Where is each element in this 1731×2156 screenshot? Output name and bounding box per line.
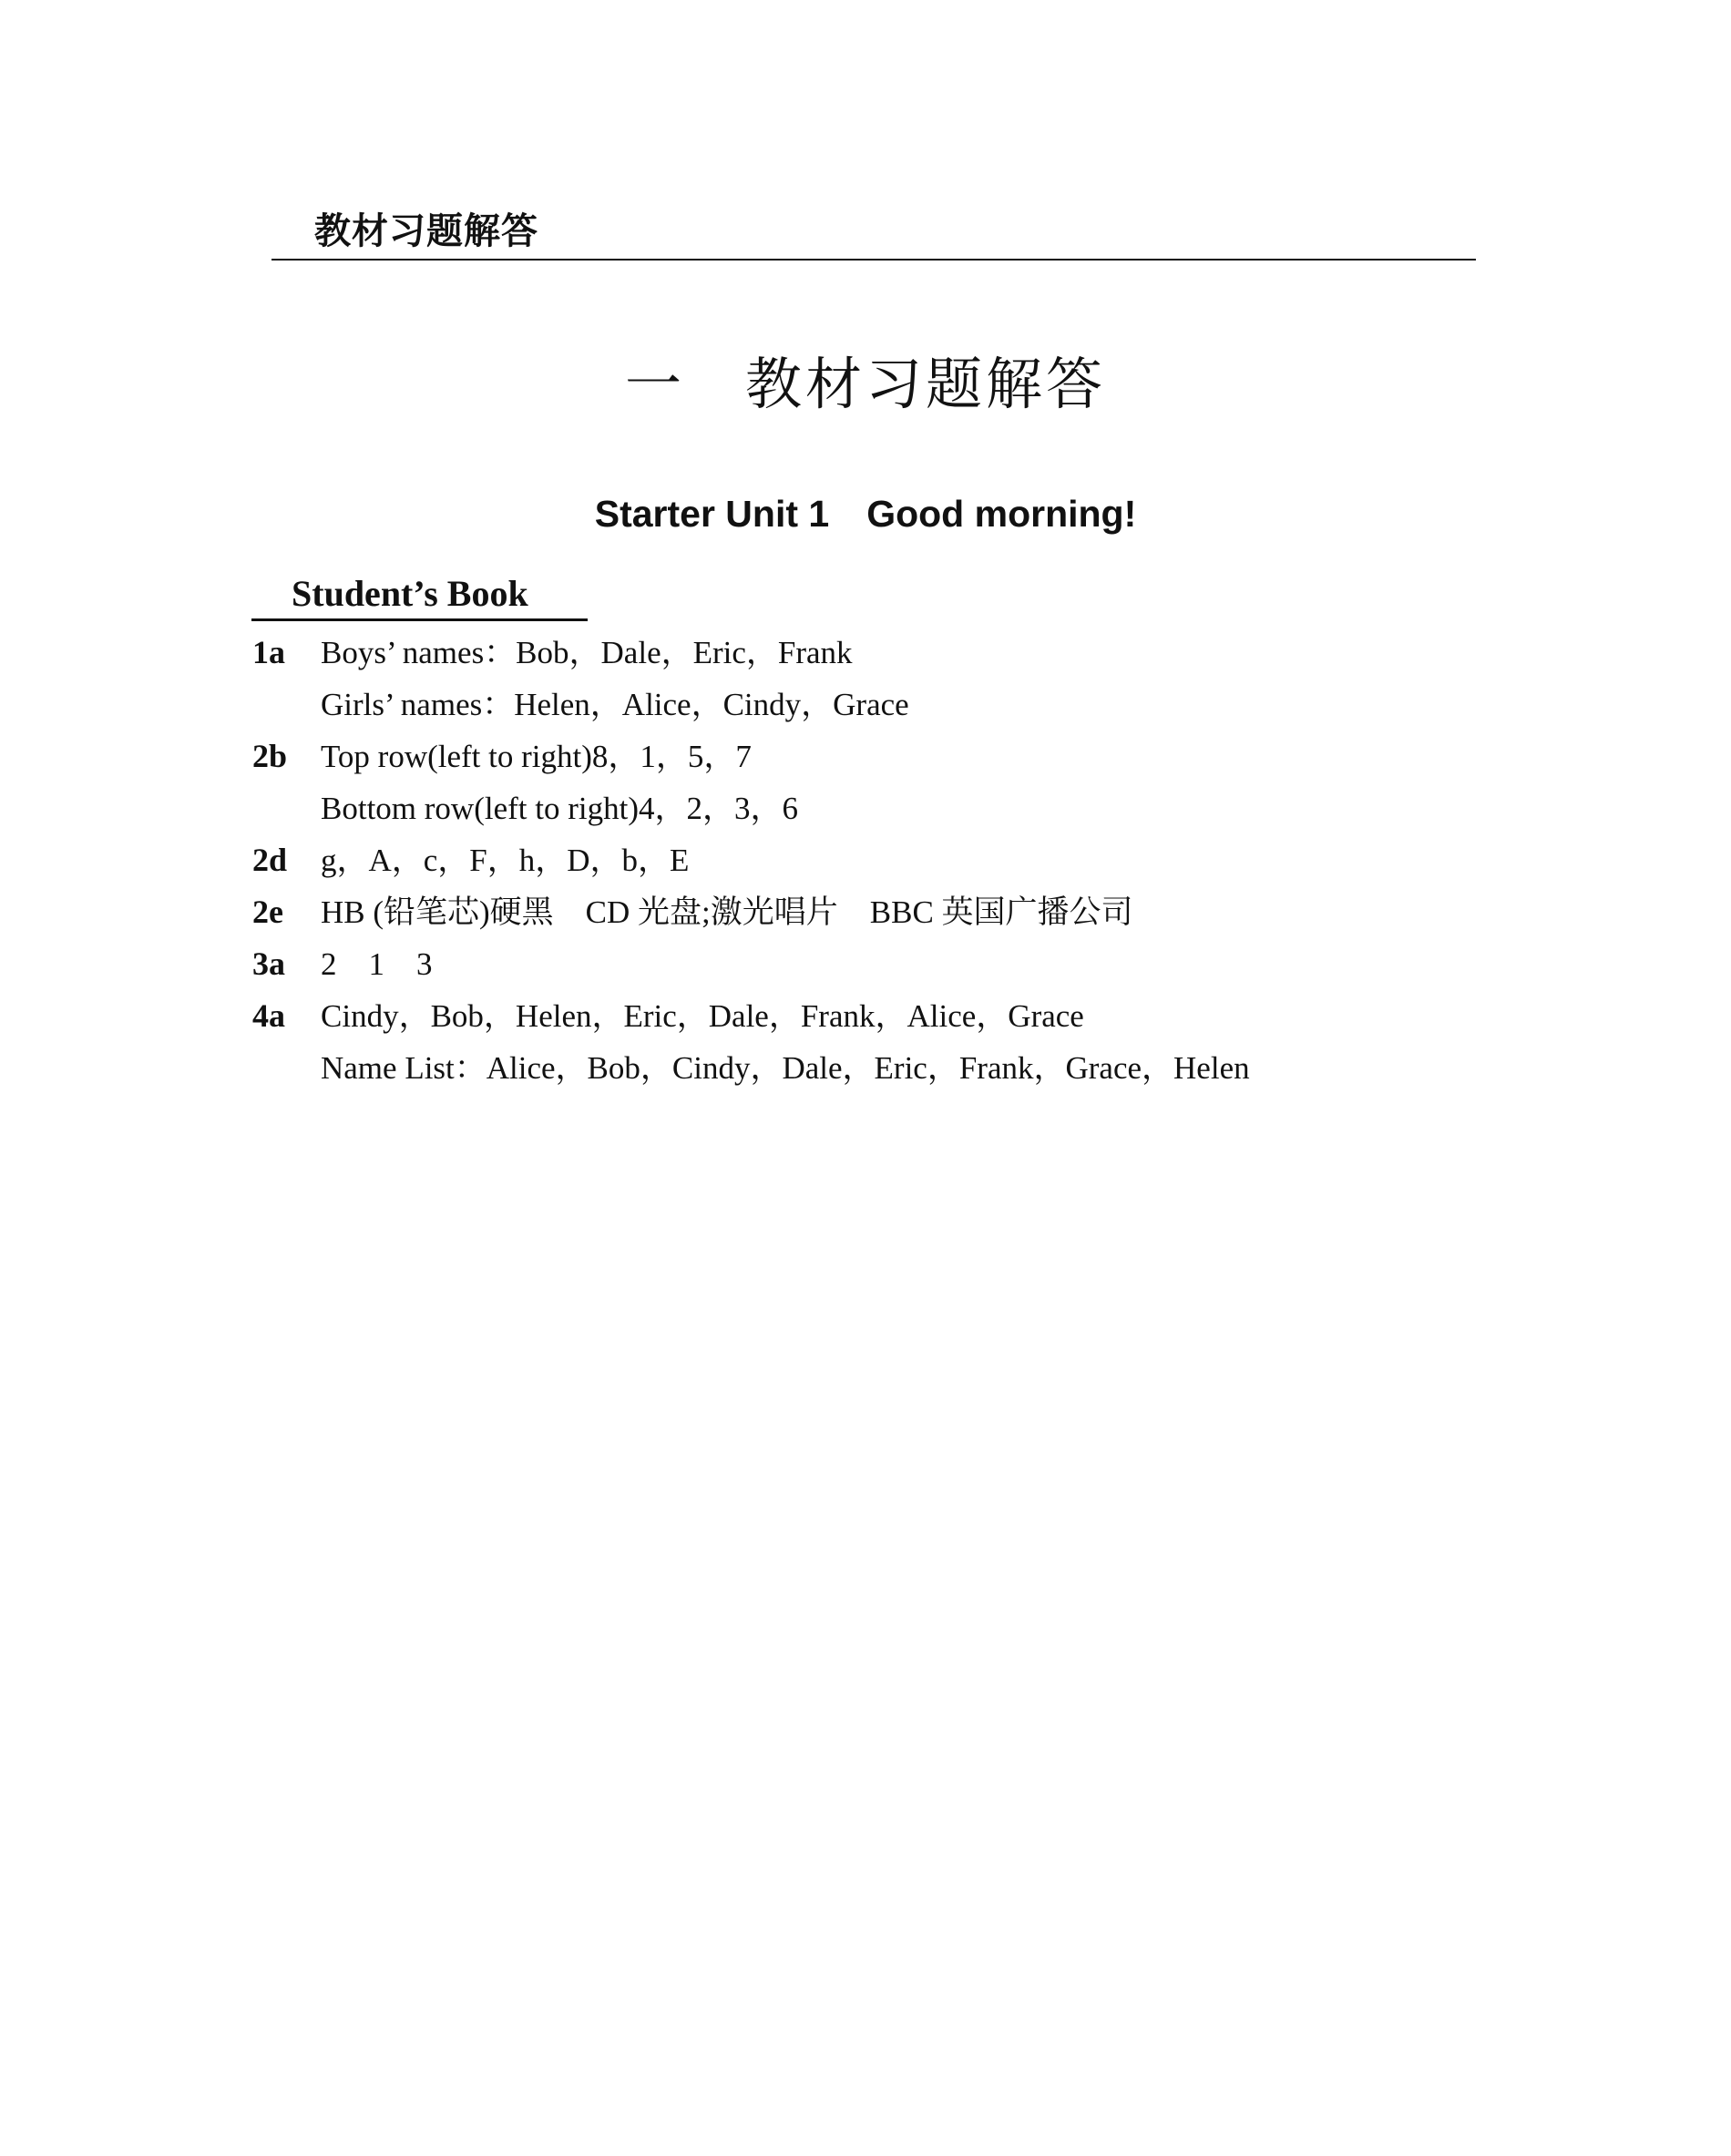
answer-text: Top row(left to right)8，1，5，7 (321, 739, 752, 774)
section-rule (251, 618, 588, 621)
answer-number: 2d (252, 842, 288, 878)
answer-line (252, 627, 1528, 679)
chapter-title: 一 教材习题解答 (624, 351, 1106, 417)
answer-number: 1a (252, 634, 285, 670)
answer-line (252, 886, 1528, 938)
answer-number: 4a (252, 997, 285, 1034)
answer-text: Boys’ names：Bob，Dale，Eric，Frank (321, 635, 853, 670)
answer-line (252, 731, 1528, 782)
answer-number: 3a (252, 945, 285, 982)
answer-line (252, 990, 1528, 1042)
answer-number: 2e (252, 894, 283, 930)
section-label: Student’s Book (292, 573, 528, 614)
answer-text: 2 1 3 (321, 946, 433, 982)
answer-text: HB (铅笔芯)硬黑 CD 光盘;激光唱片 BBC 英国广播公司 (321, 894, 1133, 930)
answer-text: Girls’ names：Helen，Alice，Cindy，Grace (321, 687, 909, 722)
header-rule (271, 259, 1476, 261)
answer-list (252, 627, 1528, 1094)
answer-line (252, 679, 1528, 731)
answer-text: Bottom row(left to right)4，2，3，6 (321, 791, 798, 826)
answer-number: 2b (252, 738, 288, 774)
answer-text: Cindy，Bob，Helen，Eric，Dale，Frank，Alice，Grace (321, 998, 1084, 1034)
answer-text: Name List：Alice，Bob，Cindy，Dale，Eric，Frank，Grace，Helen (321, 1050, 1250, 1086)
answer-line (252, 782, 1528, 834)
answer-line (252, 834, 1528, 886)
answer-line (252, 938, 1528, 990)
unit-title: Starter Unit 1 Good morning! (594, 493, 1137, 535)
running-head: 教材习题解答 (314, 210, 538, 252)
answer-text: g，A，c，F，h，D，b，E (321, 843, 690, 878)
answer-line (252, 1042, 1528, 1094)
